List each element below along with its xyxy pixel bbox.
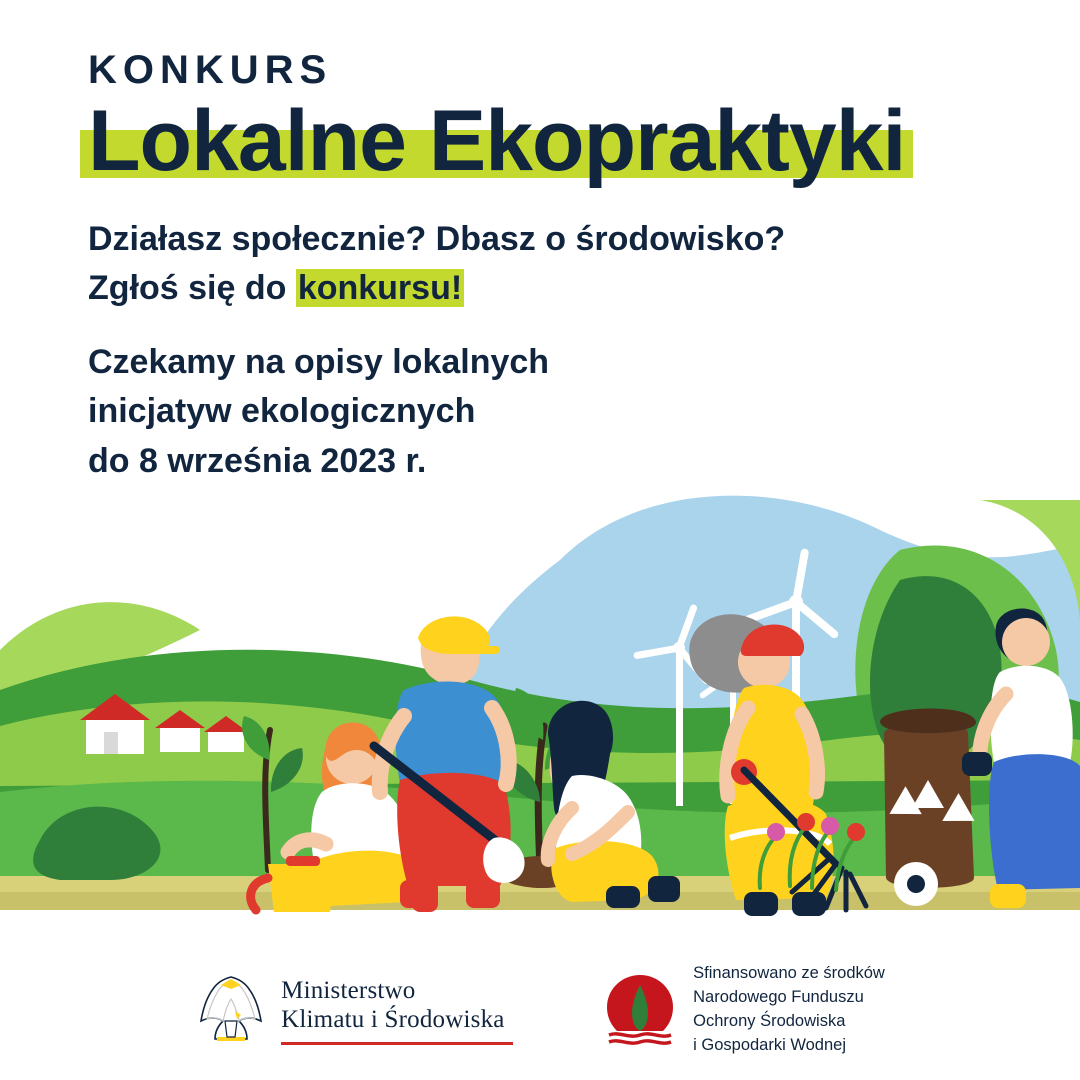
lead-line-2-prefix: Zgłoś się do bbox=[88, 269, 296, 308]
polish-eagle-emblem bbox=[195, 971, 267, 1049]
lead-line-1: Działasz społecznie? Dbasz o środowisko? bbox=[88, 220, 786, 259]
lead-highlight-konkursu: konkursu! bbox=[297, 269, 463, 308]
body-paragraph bbox=[88, 338, 1028, 486]
illustration-scene bbox=[0, 440, 1080, 940]
ministry-line-1: Ministerstwo bbox=[281, 976, 416, 1004]
nfosigw-logo bbox=[603, 973, 677, 1047]
ministry-wordmark bbox=[281, 976, 513, 1045]
ministry-red-rule bbox=[281, 1042, 513, 1045]
footer-logos bbox=[0, 940, 1080, 1080]
lead-line-2 bbox=[88, 265, 1028, 312]
lead-paragraph bbox=[88, 216, 1028, 312]
title-wrapper bbox=[88, 93, 906, 189]
headline-block bbox=[88, 48, 1028, 486]
kicker-label: KONKURS bbox=[88, 48, 333, 92]
ministry-line-2: Klimatu i Środowiska bbox=[281, 1006, 505, 1033]
ministry-logo-group bbox=[195, 971, 513, 1049]
nfosigw-line-2: Narodowego Funduszu bbox=[693, 988, 864, 1007]
cap bbox=[418, 616, 500, 654]
nfosigw-line-3: Ochrony Środowiska bbox=[693, 1012, 846, 1030]
recycling-bin bbox=[880, 708, 976, 906]
body-line-3: do 8 września 2023 r. bbox=[88, 441, 427, 480]
body-line-1: Czekamy na opisy lokalnych bbox=[88, 343, 550, 382]
nfosigw-line-1: Sfinansowano ze środków bbox=[693, 964, 885, 983]
body-line-2: inicjatyw ekologicznych bbox=[88, 392, 476, 431]
nfosigw-logo-group bbox=[603, 963, 885, 1056]
nfosigw-wordmark bbox=[693, 963, 885, 1056]
nfosigw-line-4: i Gospodarki Wodnej bbox=[693, 1035, 846, 1054]
page-title: Lokalne Ekopraktyki bbox=[88, 93, 906, 189]
watering-can bbox=[268, 864, 336, 912]
